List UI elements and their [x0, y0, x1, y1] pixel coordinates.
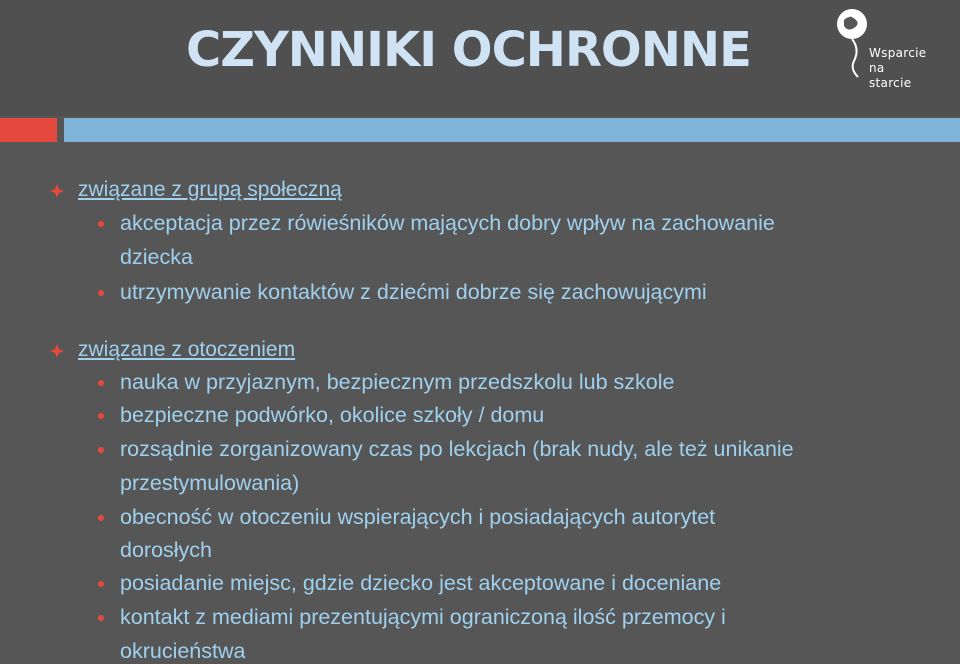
bullet-dot: [98, 447, 104, 453]
bullet-dot: [98, 413, 104, 419]
bullet-dot: [98, 581, 104, 587]
diamond-bullet-icon: [50, 184, 64, 198]
section-heading: związane z grupą społeczną: [78, 178, 342, 201]
list-item: akceptacja przez rówieśników mających dobry wpływ na zachowanie: [120, 211, 775, 235]
list-item: nauka w przyjaznym, bezpiecznym przedszkolu lub szkole: [120, 370, 675, 394]
list-item: kontakt z mediami prezentującymi ograniczoną ilość przemocy i: [120, 605, 726, 629]
list-item: okrucieństwa: [120, 639, 246, 663]
list-item: obecność w otoczeniu wspierających i posiadających autorytet: [120, 505, 716, 529]
bullet-dot: [98, 290, 104, 296]
bullet-dot: [98, 515, 104, 521]
list-item: rozsądnie zorganizowany czas po lekcjach (brak nudy, ale też unikanie: [120, 437, 794, 461]
logo-line: Wsparcie: [869, 46, 927, 60]
list-item: dorosłych: [120, 538, 213, 562]
bullet-dot: [98, 221, 104, 227]
list-item: przestymulowania): [120, 471, 300, 495]
list-item: bezpieczne podwórko, okolice szkoły / domu: [120, 403, 545, 427]
diamond-bullet-icon: [50, 344, 64, 358]
list-item: utrzymywanie kontaktów z dziećmi dobrze się zachowującymi: [120, 280, 707, 304]
bullet-dot: [98, 615, 104, 621]
logo-line: starcie: [869, 76, 912, 90]
bullet-dot: [98, 380, 104, 386]
slide-title: CZYNNIKI OCHRONNE: [186, 22, 751, 78]
logo-line: na: [869, 61, 885, 75]
section-heading: związane z otoczeniem: [78, 338, 296, 361]
list-item: posiadanie miejsc, gdzie dziecko jest akceptowane i doceniane: [120, 571, 722, 595]
list-item: dziecka: [120, 245, 193, 269]
